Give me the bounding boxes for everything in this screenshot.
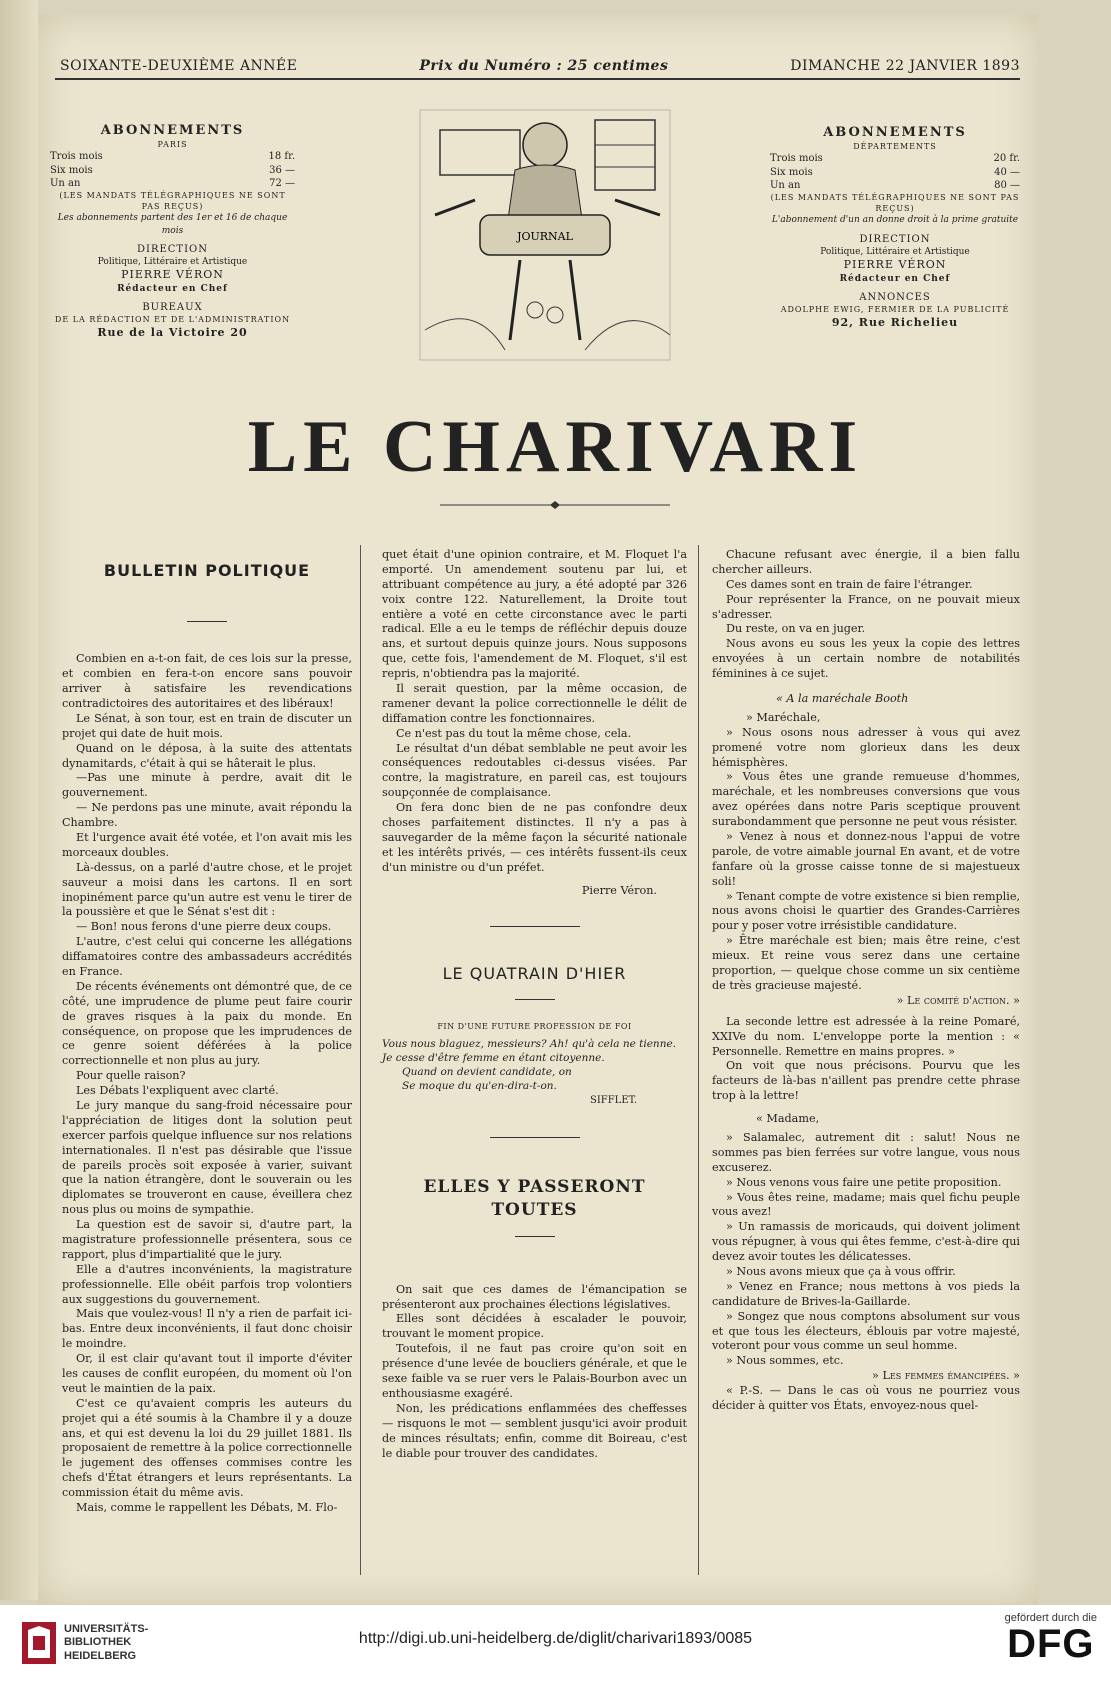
paragraph: Non, les prédications enflammées des cheffesses — risquons le mot — semblent jusqu'ici avoir produit de minces résultats; enfin, comme dit Boireau, c'est le diable pour trouver des candidates. [382, 1401, 687, 1460]
editor-name: PIERRE VÉRON [843, 258, 947, 272]
header-rule [55, 78, 1020, 80]
paragraph: » Un ramassis de moricauds, qui doivent joliment vous répugner, à vous qui êtes femme, c'est-à-dire qui devez avoir toutes les délicatesses. [712, 1220, 1020, 1264]
paper-piles [425, 319, 670, 350]
abo-note: (LES MANDATS TÉLÉGRAPHIQUES NE SONT PAS REÇUS) [770, 192, 1020, 213]
paragraph: De récents événements ont démontré que, de ce côté, une imprudence de plume peut faire courir de graves risques à la paix du monde. En conséquence, on propose que les imprudences de ce genre soient déférées à la police correctionnelle et non plus au jury. [62, 979, 352, 1068]
paragraph: » Être maréchale est bien; mais être reine, c'est mieux. Et reine vous serez dans une certaine proportion, — quelque chose comme un six centième de très gracieuse majesté. [712, 934, 1020, 992]
source-url[interactable]: http://digi.ub.uni-heidelberg.de/diglit/charivari1893/0085 [358, 1630, 753, 1647]
small-figure [547, 307, 563, 323]
column-2 [382, 548, 687, 1461]
paragraph: On voit que nous précisons. Pourvu que les facteurs de là-bas n'aillent pas prendre cette phrase trop à la lettre! [712, 1059, 1020, 1103]
column-rule [698, 545, 699, 1575]
paragraph: On sait que ces dames de l'émancipation se présenteront aux prochaines élections législatives. [382, 1282, 687, 1311]
price-label: Prix du Numéro : 25 centimes [419, 58, 669, 74]
paragraph: On fera donc bien de ne pas confondre deux choses parfaitement distinctes. Il n'y a pas à sauvegarder de la même façon la sécurité nationale et les intérêts privés, — ces intérêts fussent-ils ceux d'un ministre ou d'un préfet. [382, 801, 687, 874]
letter-signature: » Le comité d'action. » [896, 993, 1020, 1007]
editor-name: PIERRE VÉRON [121, 268, 224, 282]
paper-edge [0, 0, 38, 1600]
paragraph: Elles sont décidées à escalader le pouvoir, trouvant le moment propice. [382, 1312, 687, 1341]
column-1 [62, 560, 352, 1516]
direction-desc: Politique, Littéraire et Artistique [97, 257, 248, 268]
price-row: Un an 80 — [770, 180, 1020, 192]
letter-address: « A la maréchale Booth [776, 692, 909, 706]
top-header [60, 58, 1020, 74]
paragraph: » Vous êtes reine, madame; mais quel fichu peuple vous avez! [712, 1190, 1020, 1219]
paragraph: Nous avons eu sous les yeux la copie des lettres envoyées à un certain nombre de notabilités féminines à ce sujet. [712, 637, 1020, 681]
paragraph: La seconde lettre est adressée à la reine Pomaré, XXIVe du nom. L'enveloppe porte la mention : « Personnelle. Remettre en mains propres. » [712, 1014, 1020, 1058]
direction-label: DIRECTION [859, 233, 931, 245]
quatrain-sub: FIN D'UNE FUTURE PROFESSION DE FOI [437, 1021, 632, 1031]
bookshelf [595, 120, 655, 190]
paragraph: — Ne perdons pas une minute, avait répondu la Chambre. [62, 801, 352, 830]
letter-salutation: « Madame, [756, 1112, 820, 1126]
paragraph: Elle a d'autres inconvénients, la magistrature professionnelle. Elle obéit parfois trop volontiers aux suggestions du gouvernement. [62, 1262, 352, 1306]
dfg-caption: gefördert durch die [1004, 1612, 1097, 1624]
paragraph: » Nous venons vous faire une petite proposition. [726, 1175, 1002, 1189]
price-row: Six mois 36 — [50, 164, 295, 176]
column-rule [360, 545, 361, 1575]
bureaux-desc: DE LA RÉDACTION ET DE L'ADMINISTRATION [54, 314, 291, 324]
section-rule [490, 1137, 580, 1138]
quatrain-verse [382, 1038, 687, 1094]
bureaux-label: BUREAUX [142, 302, 203, 314]
paragraph: —Pas une minute à perdre, avait dit le gouvernement. [62, 771, 352, 800]
abo-title: ABONNEMENTS [100, 123, 245, 138]
journal-label: JOURNAL [517, 230, 573, 243]
address: 92, Rue Richelieu [831, 315, 959, 329]
abo-sub: DÉPARTEMENTS [853, 141, 937, 151]
paragraph: » Venez en France; nous mettons à vos pieds la candidature de Brives-la-Gaillarde. [712, 1279, 1020, 1308]
paragraph: Pour représenter la France, on ne pouvait mieux s'adresser. [712, 592, 1020, 621]
paragraph: Mais que voulez-vous! Il n'y a rien de parfait ici-bas. Entre deux inconvénients, il faut donc choisir le moindre. [62, 1307, 352, 1351]
paragraph: » Songez que nous comptons absolument sur vous et que tous les électeurs, éblouis par votre majesté, voteront pour vous comme un seul homme. [712, 1309, 1020, 1353]
section-rule [187, 621, 227, 622]
paragraph: Le jury manque du sang-froid nécessaire pour l'appréciation de litiges dont la solution peut exercer parfois quelque influence sur nos relations internationales. Il n'est pas désirable que l'issue de pareils procès soit exposée à varier, suivant que la nation étrangère, dont le souverain ou les diplomates se trouveront en cause, éveillera chez nous plus ou moins de sympathie. [62, 1098, 352, 1217]
date-label: DIMANCHE 22 JANVIER 1893 [790, 58, 1020, 74]
title-ornament [440, 500, 670, 510]
annonces-desc: ADOLPHE EWIG, FERMIER DE LA PUBLICITÉ [780, 304, 1010, 314]
paragraph: » Nous avons mieux que ça à vous offrir. [726, 1264, 956, 1278]
year-label: SOIXANTE-DEUXIÈME ANNÉE [60, 58, 298, 74]
bulletin-title: BULLETIN POLITIQUE [103, 561, 311, 580]
figure-legs [510, 260, 580, 340]
paragraph: La question est de savoir si, d'autre part, la magistrature professionnelle présentera, sous ce rapport, plus d'impartialité que le jury. [62, 1218, 352, 1261]
abo-title: ABONNEMENTS [823, 125, 967, 140]
section-rule [515, 1236, 555, 1237]
subscriptions-departements [770, 124, 1020, 330]
subscriptions-paris [50, 122, 295, 340]
editor-role: Rédacteur en Chef [117, 284, 228, 295]
paragraph: C'est ce qu'avaient compris les auteurs du projet qui a été soumis à la Chambre il y a douze ans, et qui est devenu la loi du 29 juillet 1881. Ils proposaient de remettre à la police correctionnelle le jugement des offenses commises contre les chefs d'État étrangers et leurs représentants. La commission était du même avis. [62, 1396, 352, 1500]
verse-line: Quand on devient candidate, on [402, 1066, 572, 1079]
signature: Pierre Véron. [581, 883, 657, 897]
section-rule [515, 999, 555, 1000]
verse-line: Vous nous blaguez, messieurs? Ah! qu'à cela ne tienne. [382, 1038, 677, 1051]
letter-signature: » Les femmes émancipées. » [872, 1369, 1020, 1383]
paragraph: quet était d'une opinion contraire, et M. Floquet l'a emporté. Un amendement soutenu par lui, et attribuant compétence au jury, a été adopté par 326 voix contre 122. Naturellement, la Droite tout entière a voté en cette circonstance avec le parti radical. Elle a eu le temps de réfléchir depuis douze ans, et surtout depuis quinze jours. Nous supposons que, cette fois, l'amendement de M. Floquet, s'il est repris, n'obtiendra pas la majorité. [382, 548, 687, 681]
abo-sub: PARIS [157, 139, 188, 149]
paragraph: Mais, comme le rappellent les Débats, M. Flo- [76, 1501, 338, 1515]
paragraph: Là-dessus, on a parlé d'autre chose, et le projet sauveur a moisi dans les cartons. Il en sort inopinément parce qu'un autre est venu le tirer de la poussière et que le Sénat s'est dit : [62, 860, 352, 919]
verse-line: Je cesse d'être femme en étant citoyenne. [382, 1052, 605, 1065]
abo-note-italic: Les abonnements partent des 1er et 16 de chaque mois [57, 213, 288, 236]
paragraph: Ces dames sont en train de faire l'étranger. [726, 577, 973, 591]
paragraph: » Salamalec, autrement dit : salut! Nous ne sommes pas bien ferrées sur votre langue, vous nous excuserez. [712, 1130, 1020, 1174]
paragraph: Chacune refusant avec énergie, il a bien fallu chercher ailleurs. [712, 548, 1020, 576]
price-row: Un an 72 — [50, 178, 295, 190]
university-name: UNIVERSITÄTS- BIBLIOTHEK HEIDELBERG [64, 1623, 149, 1662]
abo-note-italic: L'abonnement d'un an donne droit à la prime gratuite [771, 215, 1019, 226]
masthead-title: LE CHARIVARI [247, 406, 864, 488]
price-row: Trois mois 20 fr. [770, 153, 1020, 165]
dfg-logo[interactable] [1005, 1612, 1097, 1664]
price-row: Six mois 40 — [770, 166, 1020, 178]
quatrain-signature: SIFFLET. [590, 1095, 637, 1107]
masthead-illustration [395, 100, 695, 370]
column-3 [712, 548, 1020, 1414]
paragraph: L'autre, c'est celui qui concerne les allégations diffamatoires contre des ambassadeurs accrédités en France. [62, 935, 352, 978]
elles-title: ELLES Y PASSERONT TOUTES [423, 1177, 646, 1221]
paragraph: Ce n'est pas du tout la même chose, cela. [396, 726, 632, 740]
direction-desc: Politique, Littéraire et Artistique [820, 247, 970, 258]
annonces-label: ANNONCES [859, 292, 931, 304]
small-figure [527, 302, 543, 318]
editor-role: Rédacteur en Chef [839, 274, 951, 285]
paragraph: » Nous osons nous adresser à vous qui avez promené votre nom glorieux dans les deux hémisphères. [712, 725, 1020, 769]
paragraph: Les Débats l'expliquent avec clarté. [76, 1084, 279, 1098]
abo-note: (LES MANDATS TÉLÉGRAPHIQUES NE SONT PAS REÇUS) [59, 190, 286, 211]
direction-label: DIRECTION [136, 243, 209, 255]
figure-head [523, 123, 567, 167]
price-row: Trois mois 18 fr. [50, 151, 295, 163]
paragraph: » Venez à nous et donnez-nous l'appui de votre parole, de votre aimable journal En avant, et de votre fanfare où la grosse caisse tonne de si majestueux soli! [712, 830, 1020, 888]
paragraph: Le Sénat, à son tour, est en train de discuter un projet qui date de huit mois. [62, 711, 352, 740]
paragraph: Pour quelle raison? [76, 1069, 186, 1083]
picture-frame-left [440, 130, 520, 175]
paragraph: Du reste, on va en juger. [726, 622, 866, 636]
paragraph: Toutefois, il ne faut pas croire qu'on soit en présence d'une levée de boucliers générale, et que le sexe faible va se ruer vers le Palais-Bourbon avec un enthousiasme exagéré. [382, 1342, 687, 1400]
paragraph: « P.-S. — Dans le cas où vous ne pourriez vous décider à quitter vos États, envoyez-nous quel- [712, 1384, 1020, 1412]
paragraph: Et l'urgence avait été votée, et l'on avait mis les morceaux doubles. [62, 830, 352, 859]
paragraph: Le résultat d'un débat semblable ne peut avoir les conséquences redoutables ci-dessus visées. Par contre, la magistrature, en pareil cas, est toujours soupçonnée de complaisance. [382, 741, 687, 800]
verse-line: Se moque du qu'en-dira-t-on. [402, 1080, 557, 1093]
quatrain-title: LE QUATRAIN D'HIER [442, 964, 627, 984]
paragraph: » Maréchale, [746, 710, 821, 724]
dfg-wordmark: DFG [1007, 1622, 1095, 1666]
section-rule [490, 926, 580, 927]
paragraph: Or, il est clair qu'avant tout il importe d'éviter les causes de conflit européen, du moment où l'on veut le maintien de la paix. [62, 1352, 352, 1395]
paragraph: Quand on le déposa, à la suite des attentats dynamitards, c'était à qui se hâterait le plus. [62, 741, 352, 770]
paragraph: Combien en a-t-on fait, de ces lois sur la presse, et combien en fera-t-on encore sans pouvoir arriver à satisfaire les revendications contradictoires des autoritaires et des libéraux! [62, 652, 352, 710]
paragraph: Il serait question, par la même occasion, de ramener devant la police correctionnelle le délit de diffamation contre les fonctionnaires. [382, 682, 687, 725]
paragraph: — Bon! nous ferons d'une pierre deux coups. [76, 920, 332, 934]
paragraph: » Tenant compte de votre existence si bien remplie, nous avons choisi le quartier des Grandes-Carrières pour y poser votre irrésistible candidature. [712, 889, 1020, 933]
address: Rue de la Victoire 20 [97, 325, 248, 339]
paragraph: » Nous sommes, etc. [726, 1354, 844, 1368]
paragraph: » Vous êtes une grande remueuse d'hommes, maréchale, et les nombreuses conversions que vous avez opérées dans notre Paris sceptique prouvent surabondamment que personne ne peut vous résister. [712, 770, 1020, 829]
